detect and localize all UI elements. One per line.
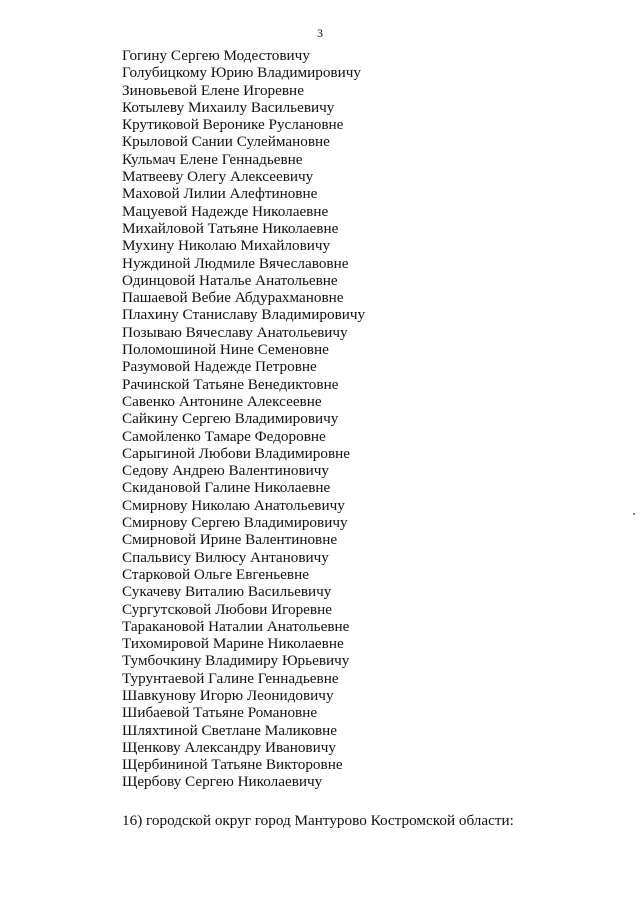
name-list-item: Кульмач Елене Геннадьевне — [122, 150, 303, 168]
name-list-item: Сайкину Сергею Владимировичу — [122, 410, 339, 428]
name-list-item: Тумбочкину Владимиру Юрьевичу — [122, 652, 350, 670]
name-list-item: Мацуевой Надежде Николаевне — [122, 202, 329, 220]
name-list-item: Смирнову Сергею Владимировичу — [122, 514, 348, 532]
name-list-item: Смирновой Ирине Валентиновне — [122, 531, 338, 549]
name-list-item: Разумовой Надежде Петровне — [122, 358, 317, 376]
name-list-item: Рачинской Татьяне Венедиктовне — [122, 375, 339, 393]
name-list-item: Спальвису Вилюсу Антановичу — [122, 548, 329, 566]
name-list-item: Старковой Ольге Евгеньевне — [122, 565, 309, 583]
name-list-item: Зиновьевой Елене Игоревне — [122, 81, 304, 99]
name-list-item: Шавкунову Игорю Леонидовичу — [122, 686, 334, 704]
name-list-item: Одинцовой Наталье Анатольевне — [122, 271, 338, 289]
name-list-item: Савенко Антонине Алексеевне — [122, 392, 322, 410]
name-list-item: Самойленко Тамаре Федоровне — [122, 427, 326, 445]
name-list-item: Шляхтиной Светлане Маликовне — [122, 721, 338, 739]
name-list-item: Мухину Николаю Михайловичу — [122, 237, 331, 255]
name-list-item: Турунтаевой Галине Геннадьевне — [122, 669, 339, 687]
name-list-item: Крыловой Сании Сулеймановне — [122, 133, 330, 151]
page-number: 3 — [317, 26, 323, 40]
name-list-item: Седову Андрею Валентиновичу — [122, 462, 329, 480]
name-list-item: Маховой Лилии Алефтиновне — [122, 185, 318, 203]
name-list-item: Позываю Вячеславу Анатольевичу — [122, 323, 348, 341]
name-list-item: Котылеву Михаилу Васильевичу — [122, 98, 335, 116]
name-list-item: Скидановой Галине Николаевне — [122, 479, 331, 497]
name-list-item: Шибаевой Татьяне Романовне — [122, 704, 318, 722]
name-list-item: Сарыгиной Любови Владимировне — [122, 444, 351, 462]
name-list-item: Щербининой Татьяне Викторовне — [122, 756, 343, 774]
name-list-item: Сукачеву Виталию Васильевичу — [122, 583, 332, 601]
margin-speck — [633, 513, 635, 515]
name-list-item: Нуждиной Людмиле Вячеславовне — [122, 254, 349, 272]
name-list-item: Плахину Станиславу Владимировичу — [122, 306, 366, 324]
name-list-item: Голубицкому Юрию Владимировичу — [122, 64, 361, 82]
name-list-item: Крутиковой Веронике Руслановне — [122, 116, 344, 134]
name-list-item: Смирнову Николаю Анатольевичу — [122, 496, 345, 514]
name-list-item: Щербову Сергею Николаевичу — [122, 773, 323, 791]
name-list-item: Тихомировой Марине Николаевне — [122, 635, 344, 653]
name-list-item: Гогину Сергею Модестовичу — [122, 47, 310, 64]
name-list-item: Таракановой Наталии Анатольевне — [122, 617, 350, 635]
section-heading: 16) городской округ город Мантурово Костромской области: — [122, 812, 514, 829]
name-list-item: Михайловой Татьяне Николаевне — [122, 219, 339, 237]
name-list-item: Сургутсковой Любови Игоревне — [122, 600, 332, 618]
name-list-item: Пашаевой Вебие Абдурахмановне — [122, 289, 344, 307]
names-list — [122, 47, 365, 791]
name-list-item: Поломошиной Нине Семеновне — [122, 341, 329, 359]
name-list-item: Щенкову Александру Ивановичу — [122, 738, 336, 756]
name-list-item: Матвееву Олегу Алексеевичу — [122, 168, 314, 186]
